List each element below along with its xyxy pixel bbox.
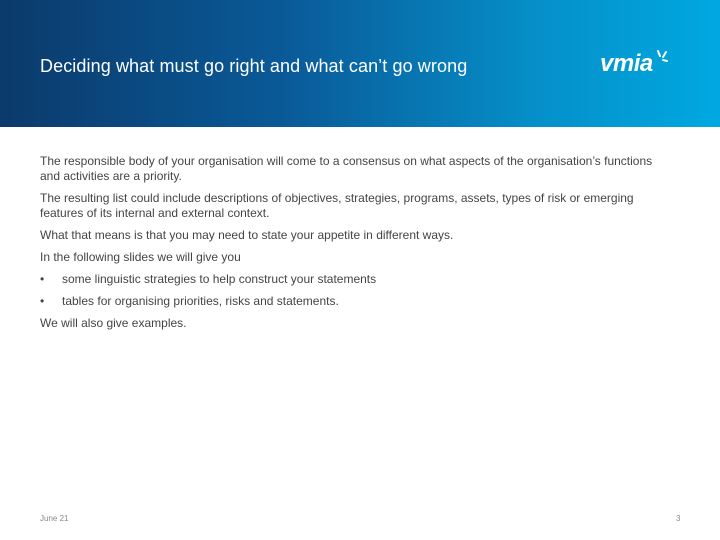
- paragraph: In the following slides we will give you: [40, 250, 241, 264]
- logo-spark-icon: [655, 50, 669, 66]
- logo-text: vmia: [600, 50, 653, 77]
- bullet-item: [40, 272, 660, 287]
- page-number: 3: [676, 514, 681, 523]
- slide-title: Deciding what must go right and what can’t go wrong: [40, 56, 468, 76]
- bullet-dot: •: [40, 294, 45, 308]
- paragraph: What that means is that you may need to state your appetite in different ways.: [40, 228, 454, 242]
- vmia-logo: [600, 48, 669, 80]
- footer-date: June 21: [40, 514, 69, 523]
- header-banner: [0, 0, 720, 127]
- slide-body: [40, 154, 660, 338]
- bullet-dot: •: [40, 272, 45, 286]
- bullet-item: [40, 294, 660, 309]
- bullet-text: tables for organising priorities, risks and statements.: [62, 294, 339, 308]
- bullet-text: some linguistic strategies to help construct your statements: [62, 272, 377, 286]
- paragraph: The resulting list could include descriptions of objectives, strategies, programs, assets, types of risk or emerging features of its internal and external context.: [40, 191, 634, 220]
- paragraph: The responsible body of your organisation will come to a consensus on what aspects of the organisation’s functions and activities are a priority.: [40, 154, 653, 183]
- closing-paragraph: We will also give examples.: [40, 316, 187, 330]
